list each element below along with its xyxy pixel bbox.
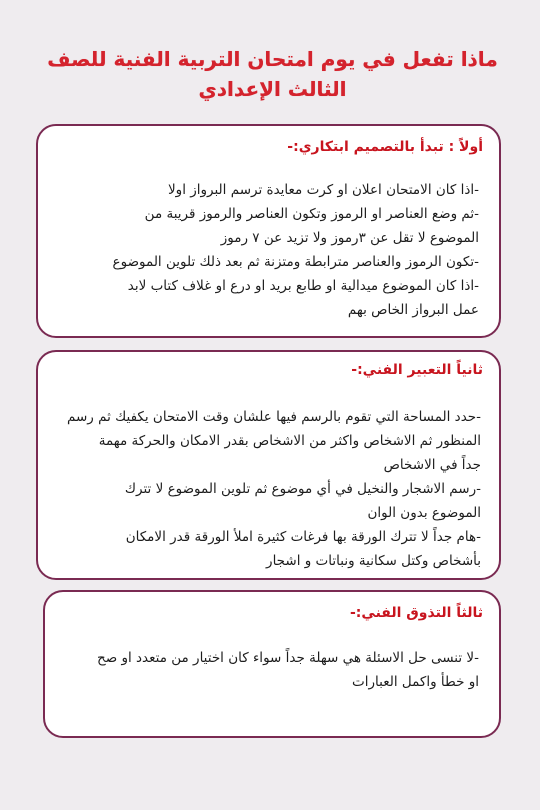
body-line: الموضوع بدون الوان bbox=[367, 505, 481, 521]
body-line: -حدد المساحة التي تقوم بالرسم فيها علشان وقت الامتحان يكفيك ثم رسم bbox=[67, 409, 481, 425]
section-box-appreciation bbox=[43, 590, 501, 738]
body-line: -تكون الرموز والعناصر مترابطة ومتزنة ثم بعد ذلك تلوين الموضوع bbox=[112, 254, 479, 270]
body-line: بأشخاص وكتل سكانية ونباتات و اشجار bbox=[266, 553, 481, 569]
body-line: -لا تنسى حل الاسئلة هي سهلة جداً سواء كان اختيار من متعدد او صح bbox=[97, 650, 479, 666]
body-line: -هام جداً لا تترك الورقة بها فرغات كثيرة املأ الورقة قدر الامكان bbox=[125, 529, 481, 545]
body-line: -اذا كان الموضوع ميدالية او طابع بريد او درع او غلاف كتاب لابد bbox=[127, 278, 479, 294]
body-line: الموضوع لا تقل عن ٣رموز ولا تزيد عن ٧ رموز bbox=[220, 230, 479, 246]
section-heading-expression: ثانياً التعبير الفني:- bbox=[351, 362, 483, 378]
section-heading-appreciation: ثالثاً التذوق الفني:- bbox=[350, 605, 483, 621]
body-line: -اذا كان الامتحان اعلان او كرت معايدة ترسم البرواز اولا bbox=[167, 182, 479, 198]
title-line-2: الثالث الإعدادي bbox=[198, 77, 347, 101]
section-heading-design: أولاً : تبدأ بالتصميم ابتكاري:- bbox=[287, 139, 483, 155]
body-line: او خطأ واكمل العبارات bbox=[352, 674, 479, 690]
section-body-appreciation bbox=[59, 646, 479, 694]
body-line: -ثم وضع العناصر او الرموز وتكون العناصر والرموز قريبة من bbox=[144, 206, 479, 222]
section-body-expression bbox=[52, 405, 481, 573]
section-box-expression bbox=[36, 350, 501, 580]
body-line: المنظور ثم الاشخاص واكثر من الاشخاص بقدر الامكان والحركة مهمة bbox=[98, 433, 481, 449]
section-body-design bbox=[52, 178, 479, 322]
section-box-design bbox=[36, 124, 501, 338]
body-line: جداً في الاشخاص bbox=[383, 457, 481, 473]
body-line: -رسم الاشجار والنخيل في أي موضوع ثم تلوين الموضوع لا تترك bbox=[124, 481, 481, 497]
title-line-1: ماذا تفعل في يوم امتحان التربية الفنية للصف bbox=[47, 47, 498, 71]
page-title bbox=[30, 44, 515, 124]
body-line: عمل البرواز الخاص بهم bbox=[347, 302, 479, 318]
